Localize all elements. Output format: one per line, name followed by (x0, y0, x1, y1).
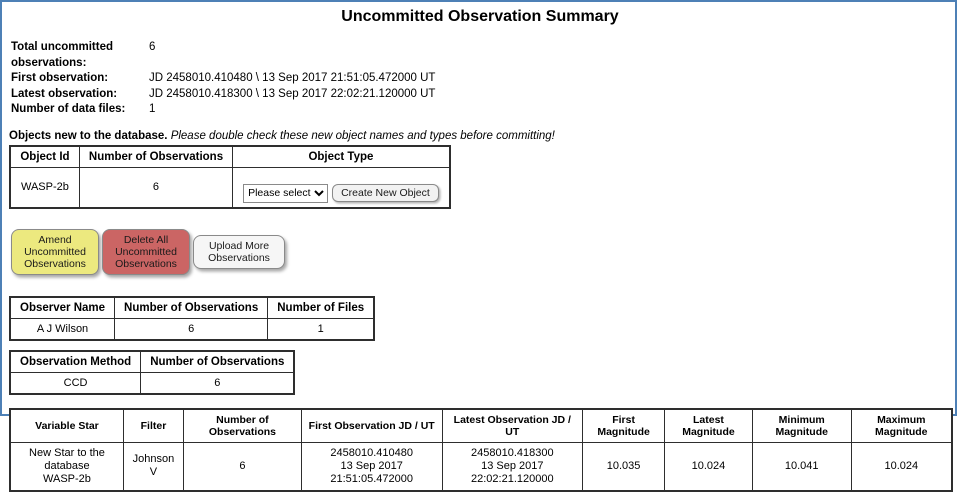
column-header-num-files: Number of Files (268, 297, 374, 319)
summary-value: 6 (149, 41, 156, 53)
summary-label: Total uncommitted observations: (11, 41, 114, 69)
table-row (10, 318, 374, 340)
num-observations-cell: 6 (141, 372, 295, 394)
column-header-maximum-magnitude: Maximum Magnitude (851, 409, 952, 443)
latest-observation-cell: 2458010.418300 13 Sep 2017 22:02:21.120000 (442, 442, 583, 491)
object-type-select[interactable] (243, 184, 328, 203)
summary-row-total (11, 40, 951, 71)
page-title: Uncommitted Observation Summary (341, 8, 619, 25)
object-id-cell: WASP-2b (10, 167, 79, 208)
new-objects-heading (9, 130, 951, 142)
column-header-num-observations: Number of Observations (183, 409, 301, 443)
table-row (10, 442, 952, 491)
column-header-object-type: Object Type (233, 146, 450, 168)
column-header-first-observation: First Observation JD / UT (301, 409, 442, 443)
column-header-latest-magnitude: Latest Magnitude (665, 409, 753, 443)
first-observation-cell: 2458010.410480 13 Sep 2017 21:51:05.472000 (301, 442, 442, 491)
first-magnitude-cell: 10.035 (583, 442, 665, 491)
table-header-row (10, 146, 450, 168)
table-header-row (10, 297, 374, 319)
create-new-object-button[interactable]: Create New Object (332, 184, 439, 202)
summary-value: JD 2458010.418300 \ 13 Sep 2017 22:02:21.120000 UT (149, 87, 436, 100)
table-header-row (10, 351, 294, 373)
new-objects-table (9, 145, 451, 209)
column-header-observation-method: Observation Method (10, 351, 141, 373)
amend-uncommitted-observations-button[interactable]: Amend Uncommitted Observations (11, 229, 99, 275)
observer-name-cell: A J Wilson (10, 318, 115, 340)
observer-table (9, 296, 375, 341)
column-header-first-magnitude: First Magnitude (583, 409, 665, 443)
observation-method-cell: CCD (10, 372, 141, 394)
num-observations-cell: 6 (79, 167, 232, 208)
action-buttons (11, 229, 951, 275)
delete-all-uncommitted-observations-button[interactable]: Delete All Uncommitted Observations (102, 229, 190, 275)
new-objects-heading-note: Please double check these new object names and types before committing! (170, 129, 555, 142)
variable-stars-table (9, 408, 953, 492)
num-observations-cell: 6 (183, 442, 301, 491)
column-header-latest-observation: Latest Observation JD / UT (442, 409, 583, 443)
summary-label: Number of data files: (11, 103, 126, 115)
summary-label: Latest observation: (11, 87, 118, 100)
table-row (10, 372, 294, 394)
summary-value: 1 (149, 103, 156, 115)
column-header-num-observations: Number of Observations (115, 297, 268, 319)
column-header-object-id: Object Id (10, 146, 79, 168)
summary-list (11, 40, 951, 118)
table-header-row (10, 409, 952, 443)
column-header-observer-name: Observer Name (10, 297, 115, 319)
summary-row-latest-observation (11, 87, 951, 103)
filter-cell: Johnson V (123, 442, 183, 491)
new-objects-heading-bold: Objects new to the database. (9, 129, 168, 142)
summary-row-data-files (11, 102, 951, 118)
column-header-num-observations: Number of Observations (141, 351, 295, 373)
latest-magnitude-cell: 10.024 (665, 442, 753, 491)
column-header-filter: Filter (123, 409, 183, 443)
maximum-magnitude-cell: 10.024 (851, 442, 952, 491)
num-observations-cell: 6 (115, 318, 268, 340)
minimum-magnitude-cell: 10.041 (752, 442, 851, 491)
column-header-num-observations: Number of Observations (79, 146, 232, 168)
summary-label: First observation: (11, 72, 109, 84)
object-type-cell (233, 167, 450, 208)
summary-value: JD 2458010.410480 \ 13 Sep 2017 21:51:05.472000 UT (149, 72, 436, 84)
table-row (10, 167, 450, 208)
variable-star-cell: New Star to the database WASP-2b (10, 442, 123, 491)
column-header-variable-star: Variable Star (10, 409, 123, 443)
summary-row-first-observation (11, 71, 951, 87)
upload-more-observations-button[interactable]: Upload More Observations (193, 235, 285, 269)
column-header-minimum-magnitude: Minimum Magnitude (752, 409, 851, 443)
num-files-cell: 1 (268, 318, 374, 340)
observation-method-table (9, 350, 295, 395)
